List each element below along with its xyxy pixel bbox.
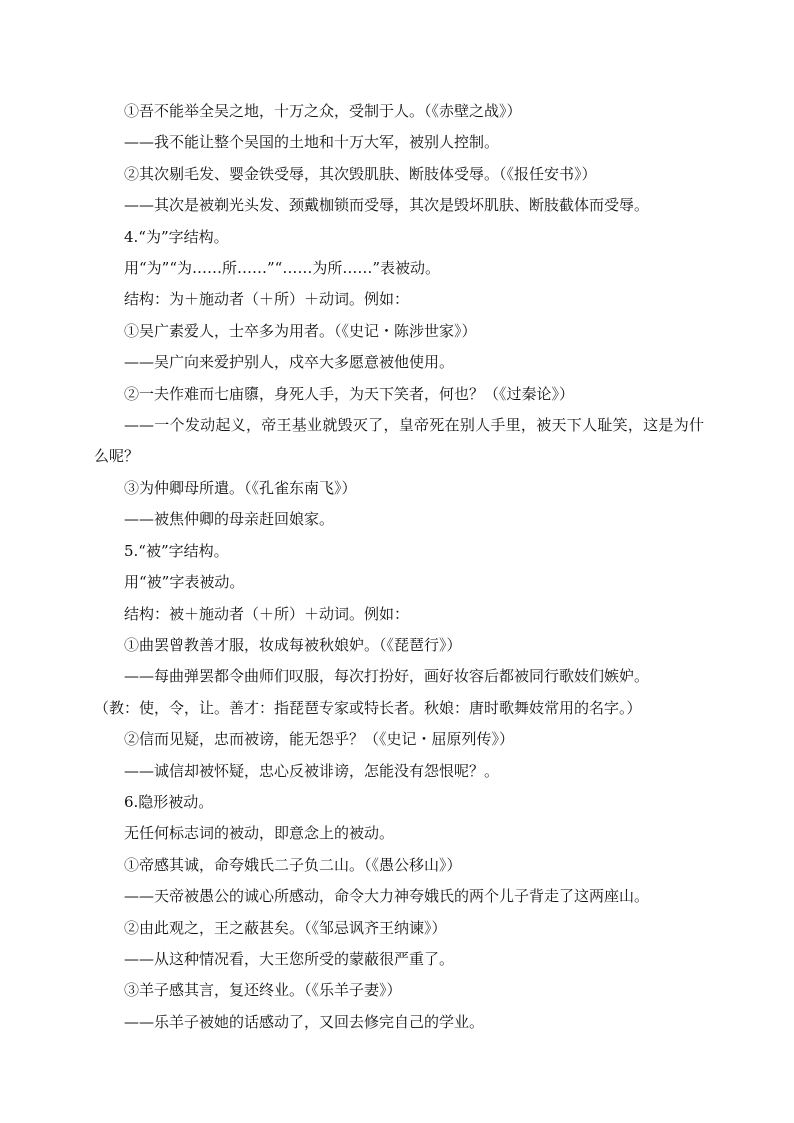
translation-line: ——其次是被剃光头发、颈戴枷锁而受辱，其次是毁坏肌肤、断肢截体而受辱。 [124, 196, 650, 215]
section-heading-wei-structure: 4.“为”字结构。 [124, 227, 229, 246]
translation-line: ——吴广向来爱护别人，戍卒大多愿意被他使用。 [124, 353, 455, 372]
example-sentence: ②信而见疑，忠而被谤，能无怨乎？（《史记・屈原列传》） [124, 730, 515, 749]
example-sentence: ③为仲卿母所遣。（《孔雀东南飞》） [124, 478, 357, 497]
section-heading-bei-structure: 5.“被”字结构。 [124, 541, 229, 560]
structure-formula: 结构：为＋施动者（＋所）＋动词。例如： [124, 290, 410, 309]
translation-line: ——每曲弹罢都令曲师们叹服，每次打扮好，画好妆容后都被同行歌妓们嫉妒。 [124, 667, 650, 686]
translation-line: ——一个发动起义，帝王基业就毁灭了，皇帝死在别人手里，被天下人耻笑，这是为什么呢？ [94, 416, 704, 466]
translation-line: ——乐羊子被她的话感动了，又回去修完自己的学业。 [124, 1012, 485, 1031]
rule-description: 无任何标志词的被动，即意念上的被动。 [124, 824, 395, 843]
rule-description: 用“被”字表被动。 [124, 573, 245, 592]
example-sentence: ①曲罢曾教善才服，妆成每被秋娘妒。（《琵琶行》） [124, 635, 462, 654]
translation-line: ——天帝被愚公的诚心所感动，命令大力神夸娥氏的两个儿子背走了这两座山。 [124, 887, 650, 906]
translation-line: ——我不能让整个吴国的土地和十万大军，被别人控制。 [124, 133, 500, 152]
example-sentence: ②其次剔毛发、婴金铁受辱，其次毁肌肤、断肢体受辱。（《报任安书》） [124, 164, 597, 183]
annotation-note: （教：使，令，让。善才：指琵琶专家或特长者。秋娘：唐时歌舞妓常用的名字。） [94, 698, 642, 717]
document-body [94, 96, 704, 1038]
example-sentence: ①吴广素爱人，士卒多为用者。（《史记・陈涉世家》） [124, 321, 477, 340]
example-sentence: ②一夫作难而七庙隳，身死人手，为天下笑者，何也？（《过秦论》） [124, 384, 575, 403]
section-heading-implicit-passive: 6.隐形被动。 [124, 792, 214, 811]
structure-formula: 结构：被＋施动者（＋所）＋动词。例如： [124, 604, 410, 623]
translation-line: ——从这种情况看，大王您所受的蒙蔽很严重了。 [124, 949, 455, 968]
example-sentence: ①帝感其诚，命夸娥氏二子负二山。（《愚公移山》） [124, 855, 462, 874]
translation-line: ——被焦仲卿的母亲赶回娘家。 [124, 510, 335, 529]
translation-line: ——诚信却被怀疑，忠心反被诽谤，怎能没有怨恨呢？。 [124, 761, 500, 780]
example-sentence: ②由此观之，王之蔽甚矣。（《邹忌讽齐王纳谏》） [124, 918, 447, 937]
rule-description: 用“为”“为……所……”“……为所……”表被动。 [124, 259, 441, 278]
example-sentence: ③羊子感其言，复还终业。（《乐羊子妻》） [124, 981, 402, 1000]
example-sentence: ①吾不能举全吴之地，十万之众，受制于人。（《赤壁之战》） [124, 102, 522, 120]
